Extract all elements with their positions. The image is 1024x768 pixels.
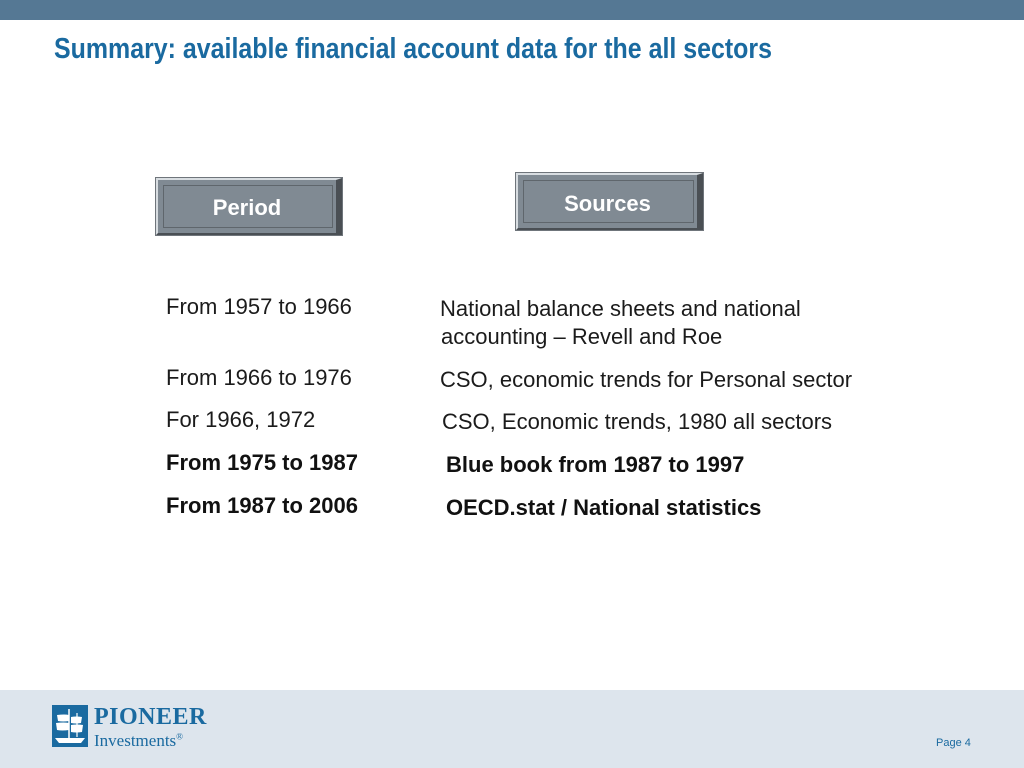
- row-period: From 1987 to 2006: [166, 493, 358, 518]
- pioneer-ship-logo-icon: [52, 705, 88, 747]
- page-number: Page 4: [936, 737, 971, 749]
- row-source: CSO, Economic trends, 1980 all sectors: [442, 409, 833, 434]
- row-source: OECD.stat / National statistics: [446, 495, 762, 520]
- registered-mark: ®: [176, 731, 183, 742]
- row-period: From 1957 to 1966: [166, 294, 352, 319]
- logo-wordmark-pioneer: PIONEER: [94, 704, 207, 730]
- row-source: National balance sheets and national: [440, 296, 801, 321]
- period-header-label: Period: [212, 195, 282, 220]
- row-source-continued: accounting – Revell and Roe: [441, 324, 723, 349]
- top-bar: [0, 0, 1024, 20]
- row-period: From 1966 to 1976: [166, 365, 352, 390]
- row-source: CSO, economic trends for Personal sector: [440, 367, 853, 392]
- logo-investments-text: Investments: [94, 731, 177, 750]
- sources-header-box: [516, 173, 703, 230]
- row-period: From 1975 to 1987: [166, 450, 358, 475]
- period-header-box: [156, 178, 342, 235]
- sources-header-label: Sources: [564, 191, 651, 216]
- page-title: Summary: available financial account data for the all sectors: [54, 33, 772, 65]
- logo-wordmark-investments: [94, 731, 183, 751]
- row-period: For 1966, 1972: [166, 407, 316, 432]
- row-source: Blue book from 1987 to 1997: [446, 452, 745, 477]
